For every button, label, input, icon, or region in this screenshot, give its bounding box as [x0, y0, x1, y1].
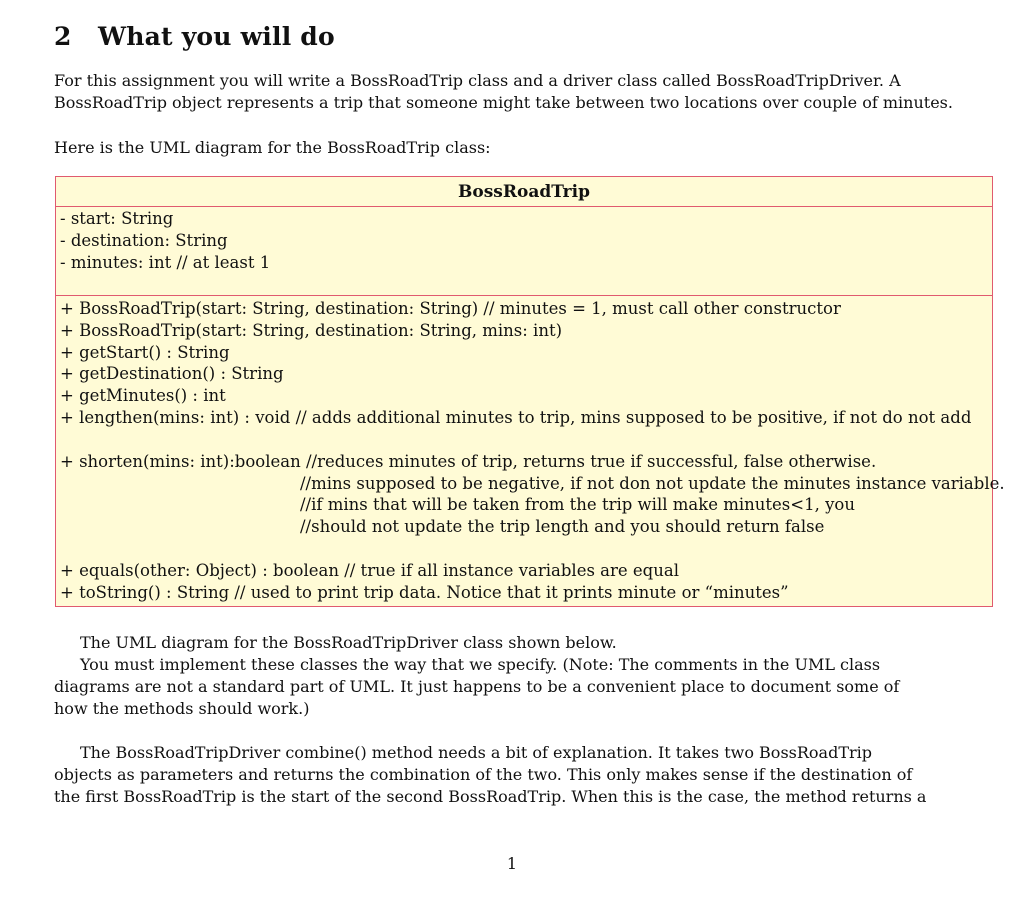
uml-method-get-start: + getStart() : String: [60, 342, 230, 362]
section-heading: [54, 22, 335, 51]
uml-method-constructor1: + BossRoadTrip(start: String, destination: String) // minutes = 1, must call other constructor: [60, 299, 841, 318]
combine-line: the first BossRoadTrip is the start of the second BossRoadTrip. When this is the case, the method returns a: [54, 787, 927, 806]
section-number: 2: [54, 22, 72, 51]
uml-intro-paragraph: [54, 137, 979, 159]
uml-attribute: - destination: String: [60, 230, 228, 250]
uml-method-equals: + equals(other: Object) : boolean // true if all instance variables are equal: [60, 560, 679, 580]
uml-class-name: BossRoadTrip: [56, 177, 992, 207]
uml-class-diagram: [55, 176, 1005, 607]
uml-method-shorten-note: //mins supposed to be negative, if not don not update the minutes instance variable.: [300, 473, 1005, 493]
driver-paragraph: [54, 632, 979, 720]
intro-paragraph: [54, 70, 979, 114]
intro-line: For this assignment you will write a BossRoadTrip class and a driver class called BossRoadTripDriver. A: [54, 71, 901, 90]
combine-line: objects as parameters and returns the combination of the two. This only makes sense if the destination of: [54, 765, 913, 784]
combine-paragraph: [54, 742, 979, 808]
uml-method-shorten-note: //if mins that will be taken from the trip will make minutes<1, you: [300, 495, 855, 515]
uml-attribute: - minutes: int // at least 1: [60, 252, 271, 272]
uml-attributes-section: [56, 207, 992, 296]
intro-line: BossRoadTrip object represents a trip that someone might take between two locations over couple of minutes.: [54, 93, 953, 112]
section-title: What you will do: [98, 22, 335, 51]
uml-method-shorten: + shorten(mins: int):boolean //reduces minutes of trip, returns true if successful, false otherwise.: [60, 451, 877, 471]
driver-line: You must implement these classes the way that we specify. (Note: The comments in the UML class: [80, 655, 881, 674]
uml-spacer: [60, 538, 992, 560]
driver-line: diagrams are not a standard part of UML. It just happens to be a convenient place to document some of: [54, 677, 900, 696]
page-number: 1: [506, 854, 518, 873]
uml-methods-section: [56, 296, 1005, 604]
driver-line: The UML diagram for the BossRoadTripDriver class shown below.: [80, 633, 617, 652]
uml-spacer: [60, 429, 992, 451]
uml-method-lengthen: + lengthen(mins: int) : void // adds additional minutes to trip, mins supposed to be positive, if not do not add: [60, 407, 972, 427]
driver-line: how the methods should work.): [54, 699, 310, 718]
uml-method-constructor2: + BossRoadTrip(start: String, destination: String, mins: int): [60, 320, 563, 340]
uml-method-to-string: + toString() : String // used to print trip data. Notice that it prints minute or “minutes”: [60, 582, 789, 602]
uml-method-get-minutes: + getMinutes() : int: [60, 386, 226, 406]
uml-intro-text: Here is the UML diagram for the BossRoadTrip class:: [54, 138, 491, 157]
uml-attribute: - start: String: [60, 209, 174, 228]
combine-line: The BossRoadTripDriver combine() method needs a bit of explanation. It takes two BossRoadTrip: [80, 743, 872, 762]
uml-method-shorten-note: //should not update the trip length and you should return false: [300, 517, 825, 537]
uml-method-get-destination: + getDestination() : String: [60, 364, 284, 384]
